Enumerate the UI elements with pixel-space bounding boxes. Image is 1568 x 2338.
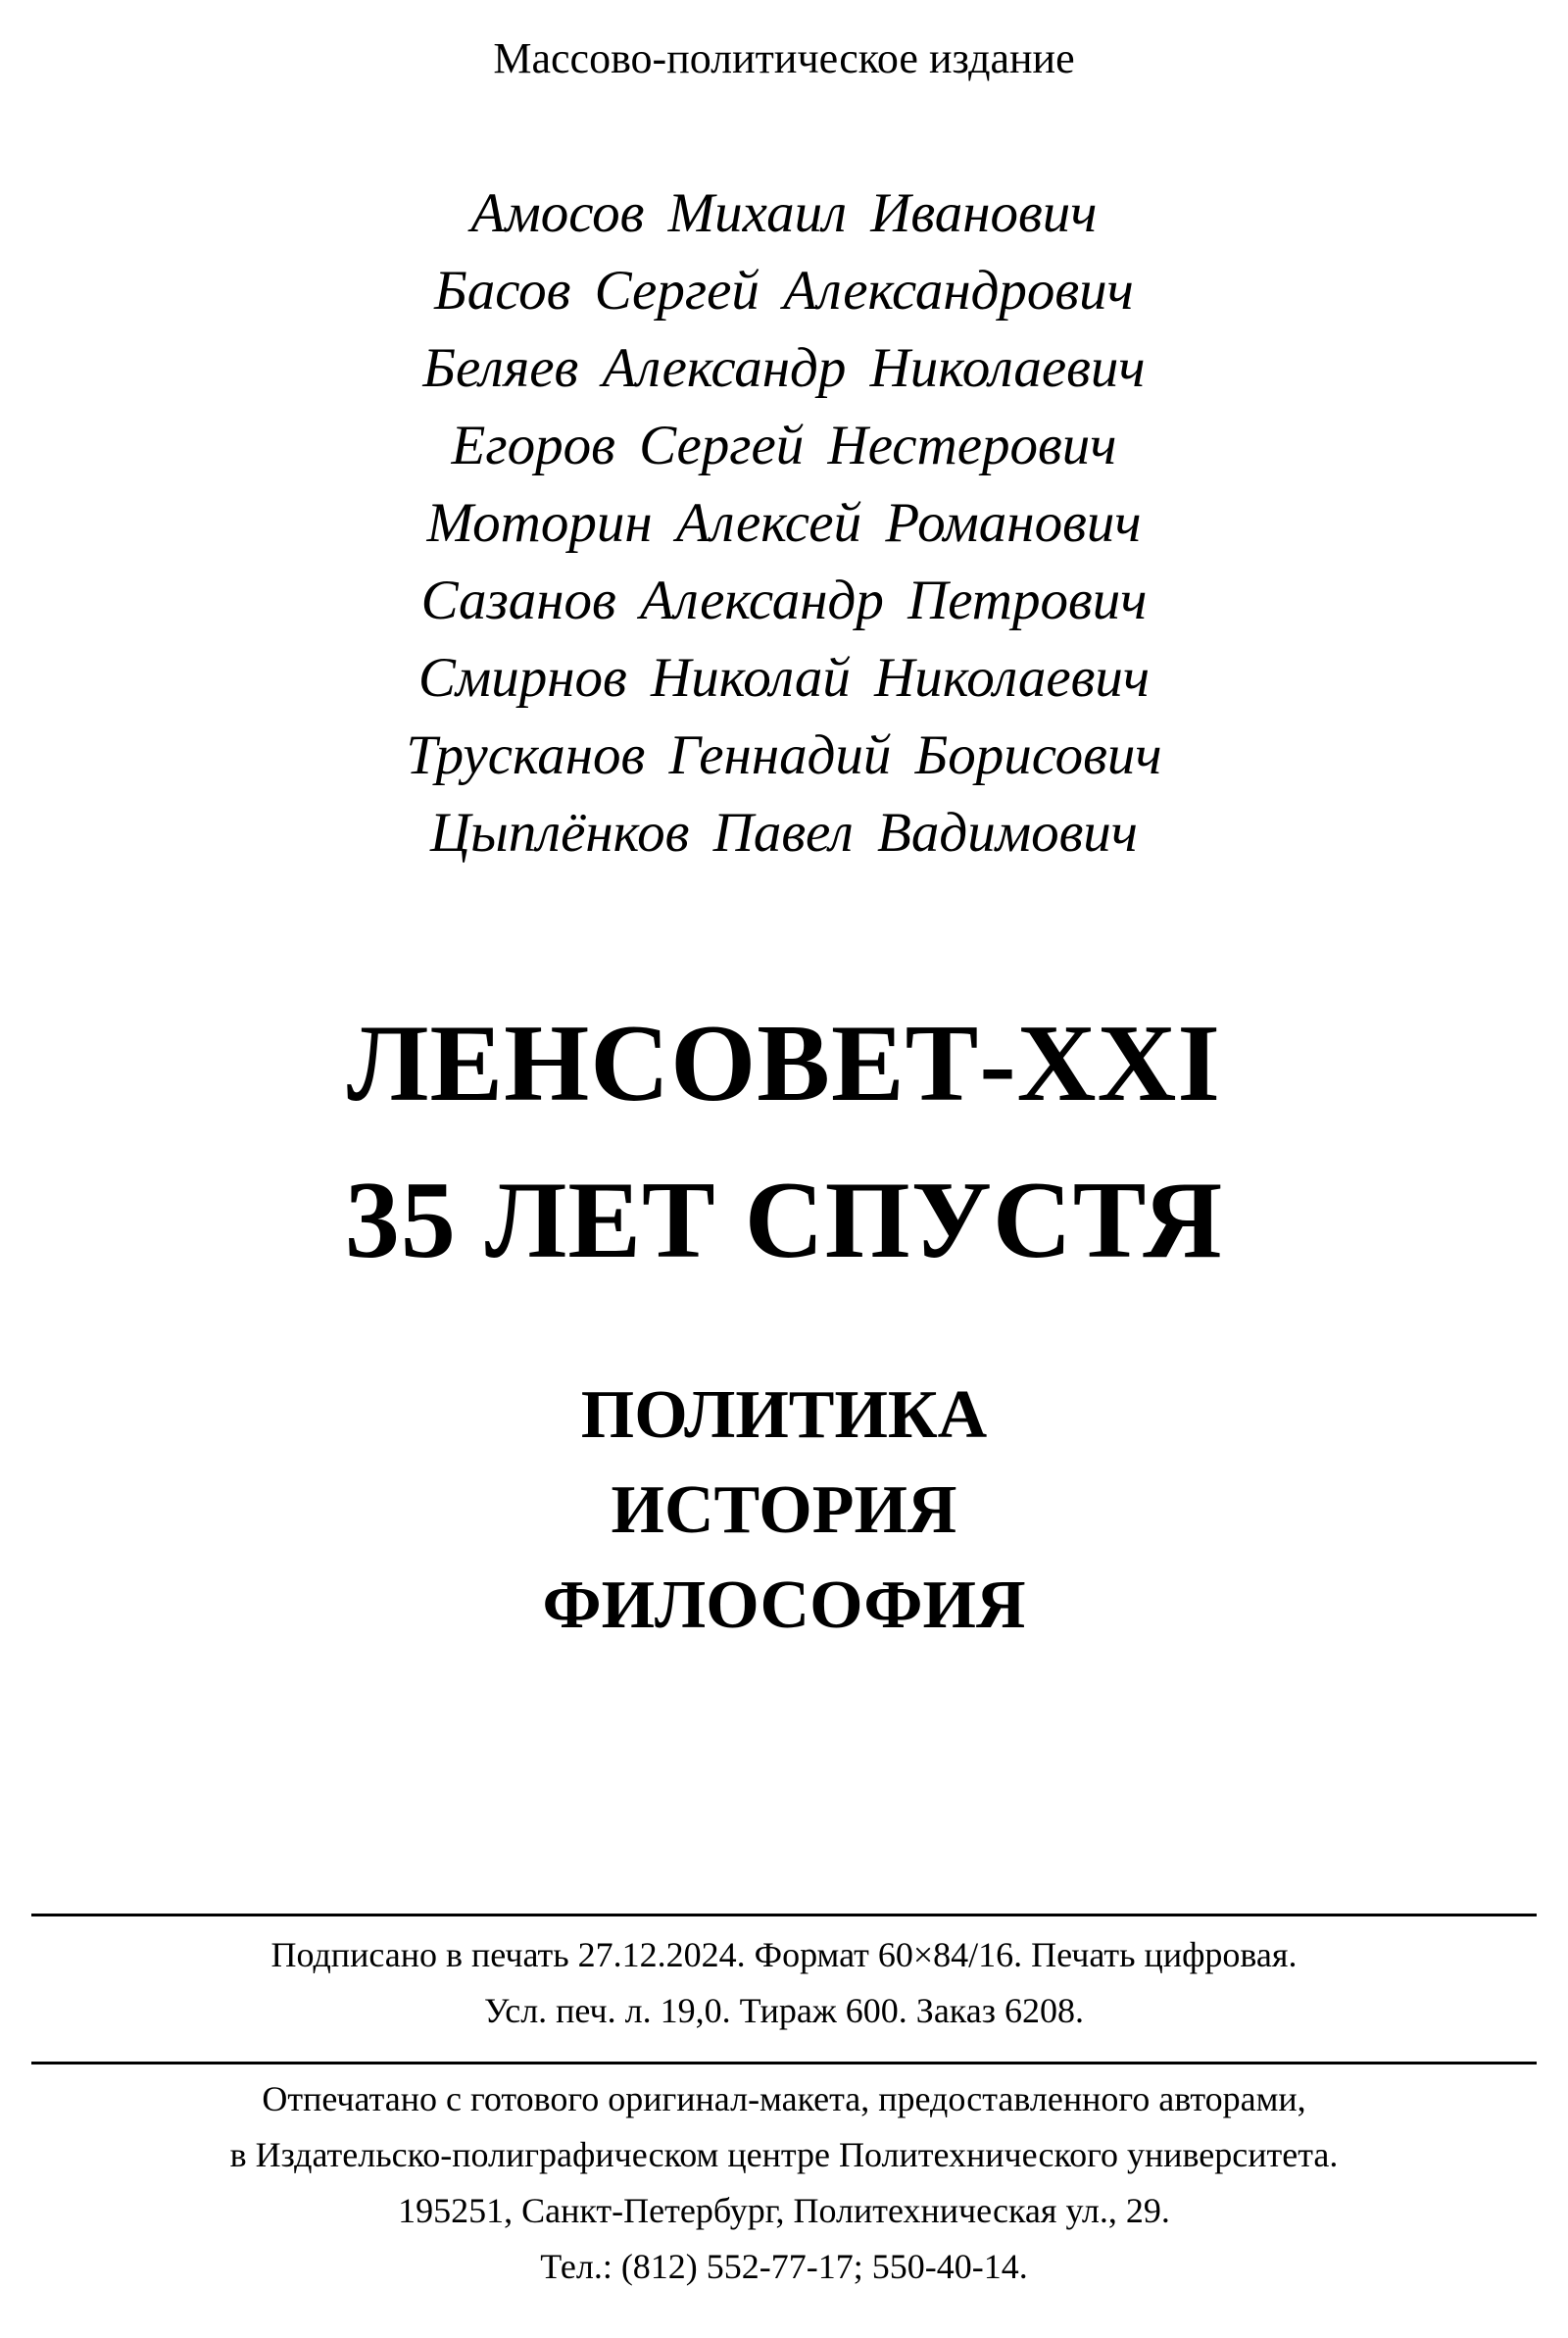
printer-info-block [0,2071,1568,2295]
topic-item: ПОЛИТИКА [580,1377,988,1453]
author-name: Смирнов Николай Николаевич [417,647,1151,709]
author-name: Амосов Михаил Иванович [470,182,1098,244]
imprint-line: Усл. печ. л. 19,0. Тираж 600. Заказ 6208. [484,1991,1084,2030]
topic-item: ИСТОРИЯ [611,1472,957,1548]
imprint-line: Подписано в печать 27.12.2024. Формат 60×84/16. Печать цифровая. [270,1935,1298,1974]
author-name: Басов Сергей Александрович [434,260,1134,322]
topic-list [0,1368,1568,1653]
author-list [0,174,1568,871]
divider-middle [31,2062,1537,2064]
imprint-block [0,1927,1568,2039]
author-name: Моторин Алексей Романович [426,492,1142,554]
author-name: Сазанов Александр Петрович [420,570,1148,631]
printer-line: Отпечатано с готового оригинал-макета, предоставленного авторами, [262,2079,1306,2118]
book-title-line-2: 35 ЛЕТ СПУСТЯ [344,1160,1224,1281]
author-name: Цыплёнков Павел Вадимович [429,802,1139,864]
printer-address: 195251, Санкт-Петербург, Политехническая ул., 29. [398,2191,1170,2230]
author-name: Беляев Александр Николаевич [422,337,1146,399]
book-title-line-1: ЛЕНСОВЕТ-XXI [346,1003,1222,1124]
divider-top [31,1914,1537,1916]
printer-line: в Издательско-полиграфическом центре Политехнического университета. [229,2135,1339,2174]
topic-item: ФИЛОСОФИЯ [542,1567,1026,1643]
author-name: Егоров Сергей Нестерович [451,415,1117,476]
publication-type: Массово-политическое издание [493,34,1075,82]
author-name: Трусканов Геннадий Борисович [406,724,1162,786]
printer-phone: Тел.: (812) 552-77-17; 550-40-14. [540,2247,1028,2286]
